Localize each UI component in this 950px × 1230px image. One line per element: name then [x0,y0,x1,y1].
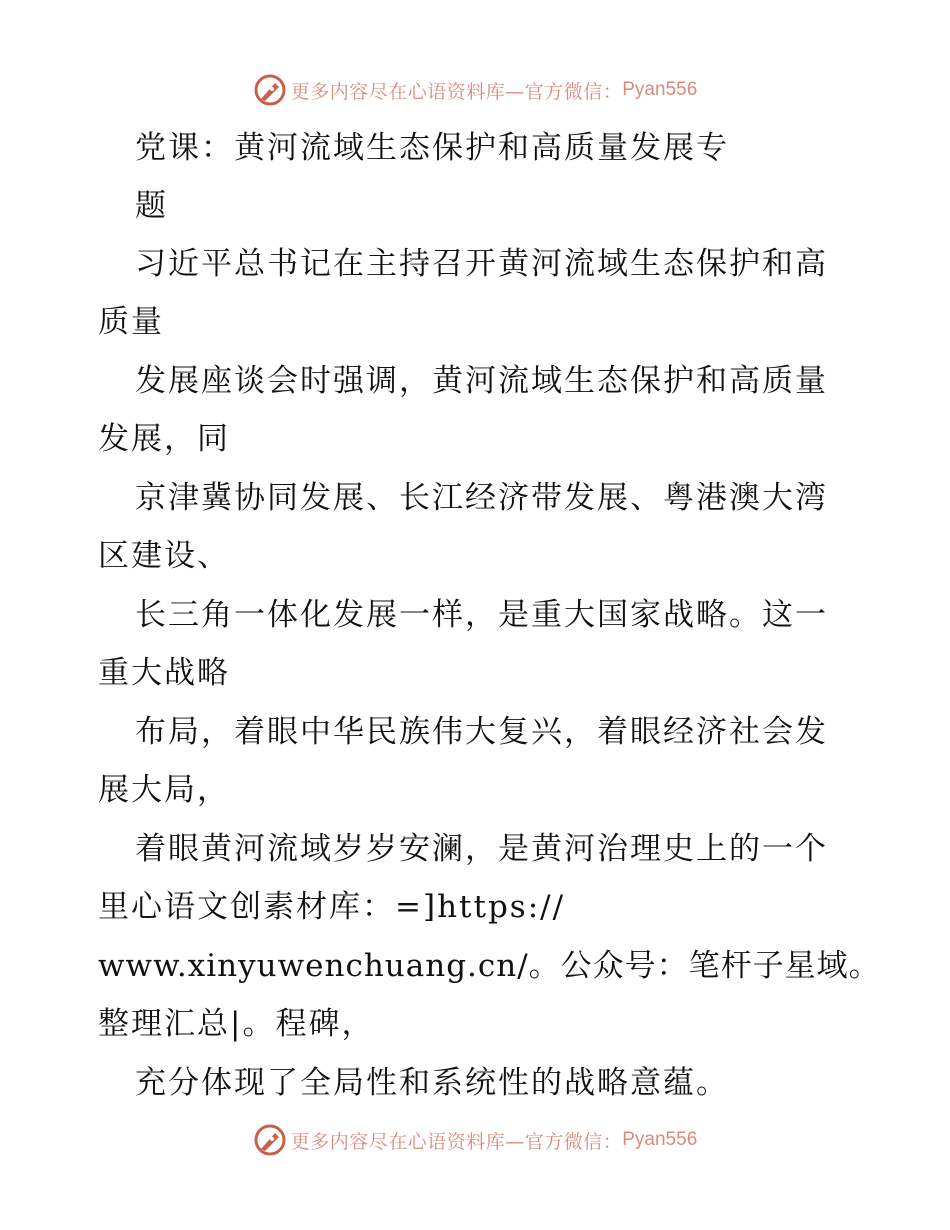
paragraph-line: 区建设、 [98,538,230,574]
paragraph-line: 充分体现了全局性和系统性的战略意蕴。 [135,1065,729,1101]
banner-text: 更多内容尽在心语资料库—官方微信： [290,1130,623,1153]
paragraph-line: 里心语文创素材库：=]https:// [98,889,566,925]
paragraph-line: 质量 [98,304,164,340]
banner-wechat-id: Pyan556 [622,1129,698,1150]
paragraph-line: 长三角一体化发展一样，是重大国家战略。这一 [135,597,828,633]
banner-text: 更多内容尽在心语资料库—官方微信： [290,80,623,103]
paragraph-line: 重大战略 [98,655,230,691]
paragraph-line: 习近平总书记在主持召开黄河流域生态保护和高 [135,246,828,282]
paragraph-line: 展大局， [98,772,230,808]
paragraph-line: 整理汇总|。程碑， [98,1006,375,1042]
pen-nib-logo-icon [253,1123,287,1157]
banner-wechat-id: Pyan556 [622,79,698,100]
footer-watermark-banner [0,1120,950,1160]
title-line-2: 题 [135,188,168,224]
title-line-1: 党课：黄河流域生态保护和高质量发展专 [135,130,729,166]
paragraph-line: 发展，同 [98,421,230,457]
paragraph-line: www.xinyuwenchuang.cn/。公众号：笔杆子星域。 [98,948,881,984]
paragraph-line: 京津冀协同发展、长江经济带发展、粤港澳大湾 [135,480,828,516]
pen-nib-logo-icon [253,73,287,107]
paragraph-line: 着眼黄河流域岁岁安澜，是黄河治理史上的一个 [135,831,828,867]
paragraph-line: 发展座谈会时强调，黄河流域生态保护和高质量 [135,363,828,399]
paragraph-line: 布局，着眼中华民族伟大复兴，着眼经济社会发 [135,714,828,750]
header-watermark-banner [0,70,950,110]
